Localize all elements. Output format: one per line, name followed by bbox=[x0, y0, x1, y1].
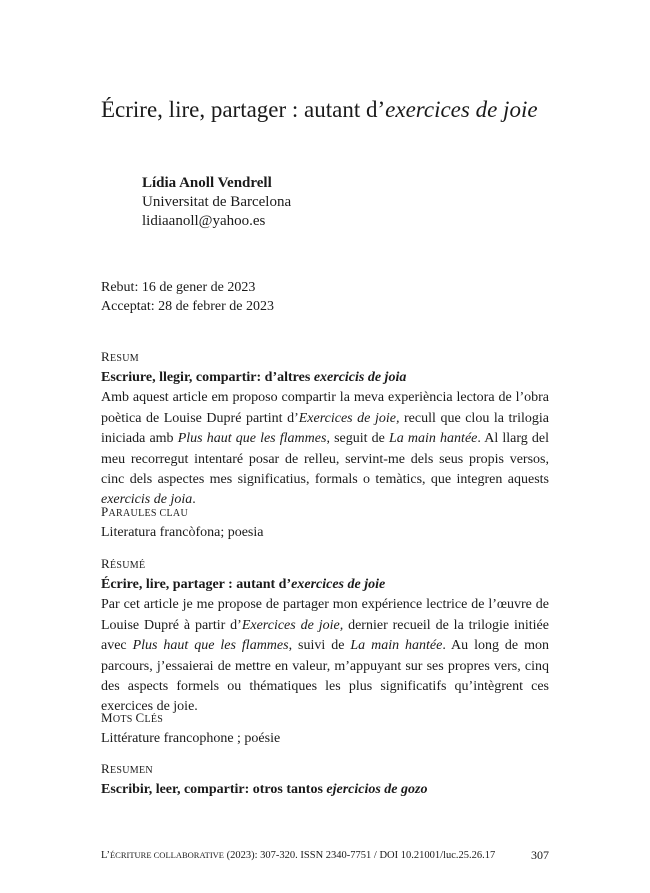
page-number: 307 bbox=[531, 848, 549, 862]
paraules-clau-text: Literatura francòfona; poesia bbox=[101, 525, 264, 540]
resum-label: RESUM bbox=[101, 349, 139, 364]
resum-body-run: Amb aquest article em proposo compartir la meva experiència lectora de l’obra poètica de Louise Dupré partint d’ bbox=[101, 390, 549, 426]
resumen-label: RESUMEN bbox=[101, 761, 153, 776]
resume-subtitle: Écrire, lire, partager : autant d’exercices de joie bbox=[101, 577, 386, 592]
article-title-italic: exercices de joie bbox=[385, 97, 538, 122]
resum-body-run: exercicis de joia bbox=[101, 492, 193, 508]
mots-cles-label: MOTS CLÉS bbox=[101, 710, 164, 725]
resumen-section bbox=[101, 760, 549, 800]
resume-body-run: La main hantée bbox=[350, 638, 443, 654]
paraules-clau-section bbox=[101, 503, 549, 543]
author-block bbox=[142, 174, 291, 231]
resum-subtitle: Escriure, llegir, compartir: d’altres exercicis de joia bbox=[101, 370, 407, 385]
resum-body-run: , seguit de bbox=[326, 431, 389, 447]
resum-section bbox=[101, 348, 549, 511]
author-email[interactable]: lidiaanoll@yahoo.es bbox=[142, 213, 266, 229]
resum-body-run: Plus haut que les flammes bbox=[177, 431, 327, 447]
resume-body-run: . Au long de mon parcours, j’essaierai de mettre en valeur, m’appuyant sur ses propres vers, cinq des aspects formels ou thématiques les plus significatifs qu’intègrent ces exercices de joie. bbox=[101, 638, 549, 715]
resume-label: RÉSUMÉ bbox=[101, 556, 146, 571]
article-title bbox=[101, 96, 538, 124]
paraules-clau-label: PARAULES CLAU bbox=[101, 504, 188, 519]
resum-body-run: recull que clou la trilogia iniciada amb bbox=[101, 410, 549, 447]
resume-body-run: Par cet article je me propose de partager mon expérience lectrice de l’œuvre de Louise Dupré à partir d’ bbox=[101, 597, 549, 633]
resume-body-run: , suivi de bbox=[288, 638, 351, 654]
resum-body-run: La main hantée bbox=[389, 431, 478, 447]
resum-body-run: . Al llarg del meu recorregut intentaré posar de relleu, servint-me dels seus propis versos, cinc dels aspectes mes significatius, formals o temàtics, que integren aquests bbox=[101, 431, 550, 488]
resum-body bbox=[101, 388, 549, 510]
mots-cles-text: Littérature francophone ; poésie bbox=[101, 731, 281, 746]
article-title-roman: Écrire, lire, partager : autant d’ bbox=[101, 97, 386, 122]
resume-body bbox=[101, 595, 549, 717]
mots-cles-section bbox=[101, 709, 549, 749]
resume-body-run: dernier recueil de la trilogie initiée avec bbox=[101, 617, 549, 654]
author-affiliation: Universitat de Barcelona bbox=[142, 194, 292, 210]
page-footer bbox=[101, 848, 549, 863]
journal-citation: L’ÉCRITURE COLLABORATIVE (2023): 307-320. ISSN 2340-7751 / DOI 10.21001/luc.25.26.17 bbox=[101, 850, 496, 861]
resum-body-run: Exercices de joie, bbox=[298, 410, 400, 426]
resumen-subtitle: Escribir, leer, compartir: otros tantos ejercicios de gozo bbox=[101, 782, 428, 797]
resume-body-run: Exercices de joie, bbox=[241, 617, 344, 633]
author-name: Lídia Anoll Vendrell bbox=[142, 175, 272, 191]
resum-body-run: . bbox=[192, 492, 196, 508]
resume-body-run: Plus haut que les flammes bbox=[132, 638, 289, 654]
submission-dates bbox=[101, 278, 274, 316]
accepted-date: Acceptat: 28 de febrer de 2023 bbox=[101, 299, 274, 314]
received-date: Rebut: 16 de gener de 2023 bbox=[101, 280, 256, 295]
resume-section bbox=[101, 555, 549, 718]
